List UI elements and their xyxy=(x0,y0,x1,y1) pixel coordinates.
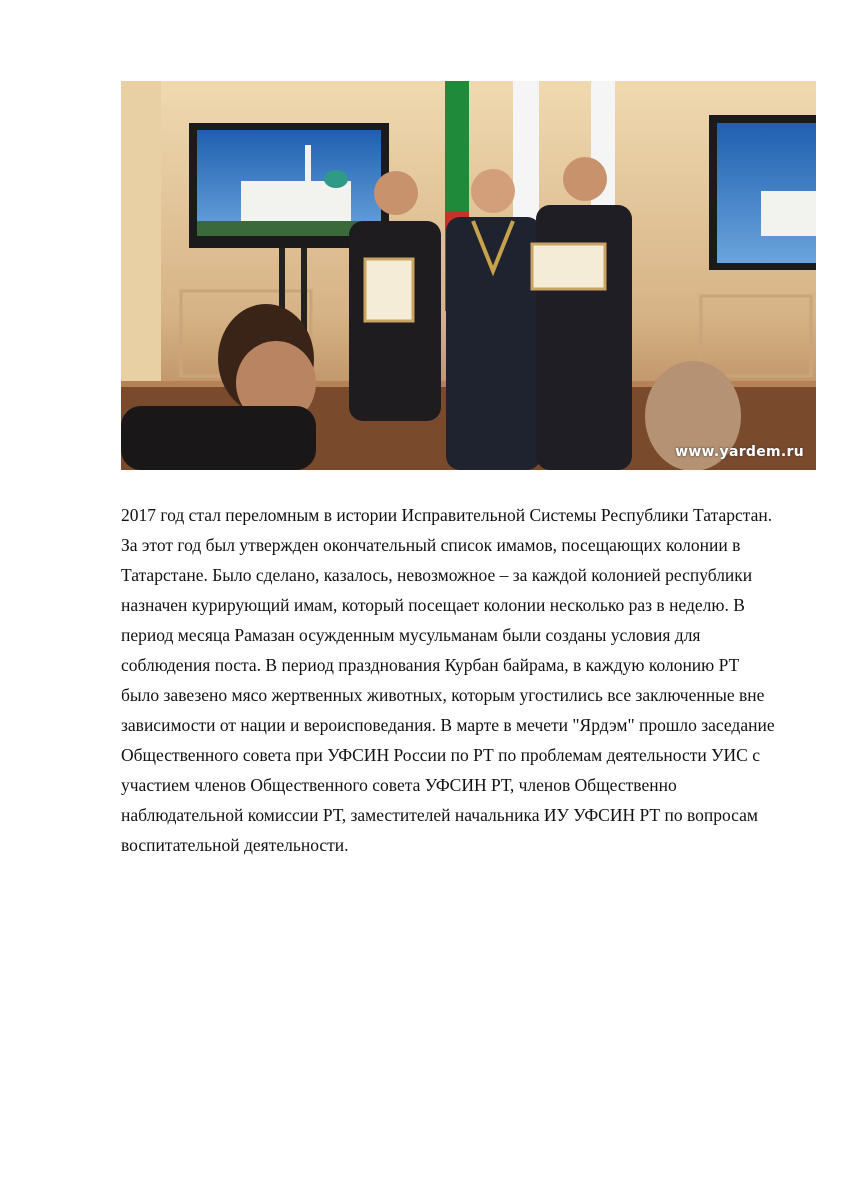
watermark-text: www.yardem.ru xyxy=(675,444,804,460)
text-line: Общественного совета при УФСИН России по РТ по проблемам деятельности УИС с xyxy=(121,745,760,765)
photo-scene xyxy=(121,81,816,470)
text-line: было завезено мясо жертвенных животных, которым угостились все заключенные вне xyxy=(121,685,765,705)
right-screen xyxy=(709,115,816,270)
text-line: назначен курирующий имам, который посещает колонии несколько раз в неделю. В xyxy=(121,595,745,615)
text-line: соблюдения поста. В период празднования Курбан байрама, в каждую колонию РТ xyxy=(121,655,740,675)
text-line: период месяца Рамазан осужденным мусульманам были созданы условия для xyxy=(121,625,701,645)
text-line: 2017 год стал переломным в истории Исправительной Системы Республики Татарстан. xyxy=(121,505,773,525)
text-line: участием членов Общественного совета УФСИН РТ, членов Общественно xyxy=(121,775,677,795)
text-line: Татарстане. Было сделано, казалось, невозможное – за каждой колонией республики xyxy=(121,565,753,585)
text-line: зависимости от нации и вероисповедания. В марте в мечети "Ярдэм" прошло заседание xyxy=(121,715,775,735)
ceremony-photo xyxy=(121,81,816,470)
text-line: За этот год был утвержден окончательный список имамов, посещающих колонии в xyxy=(121,535,741,555)
text-line: наблюдательной комиссии РТ, заместителей начальника ИУ УФСИН РТ по вопросам xyxy=(121,805,758,825)
text-line: воспитательной деятельности. xyxy=(121,835,349,855)
article-text xyxy=(121,500,811,860)
